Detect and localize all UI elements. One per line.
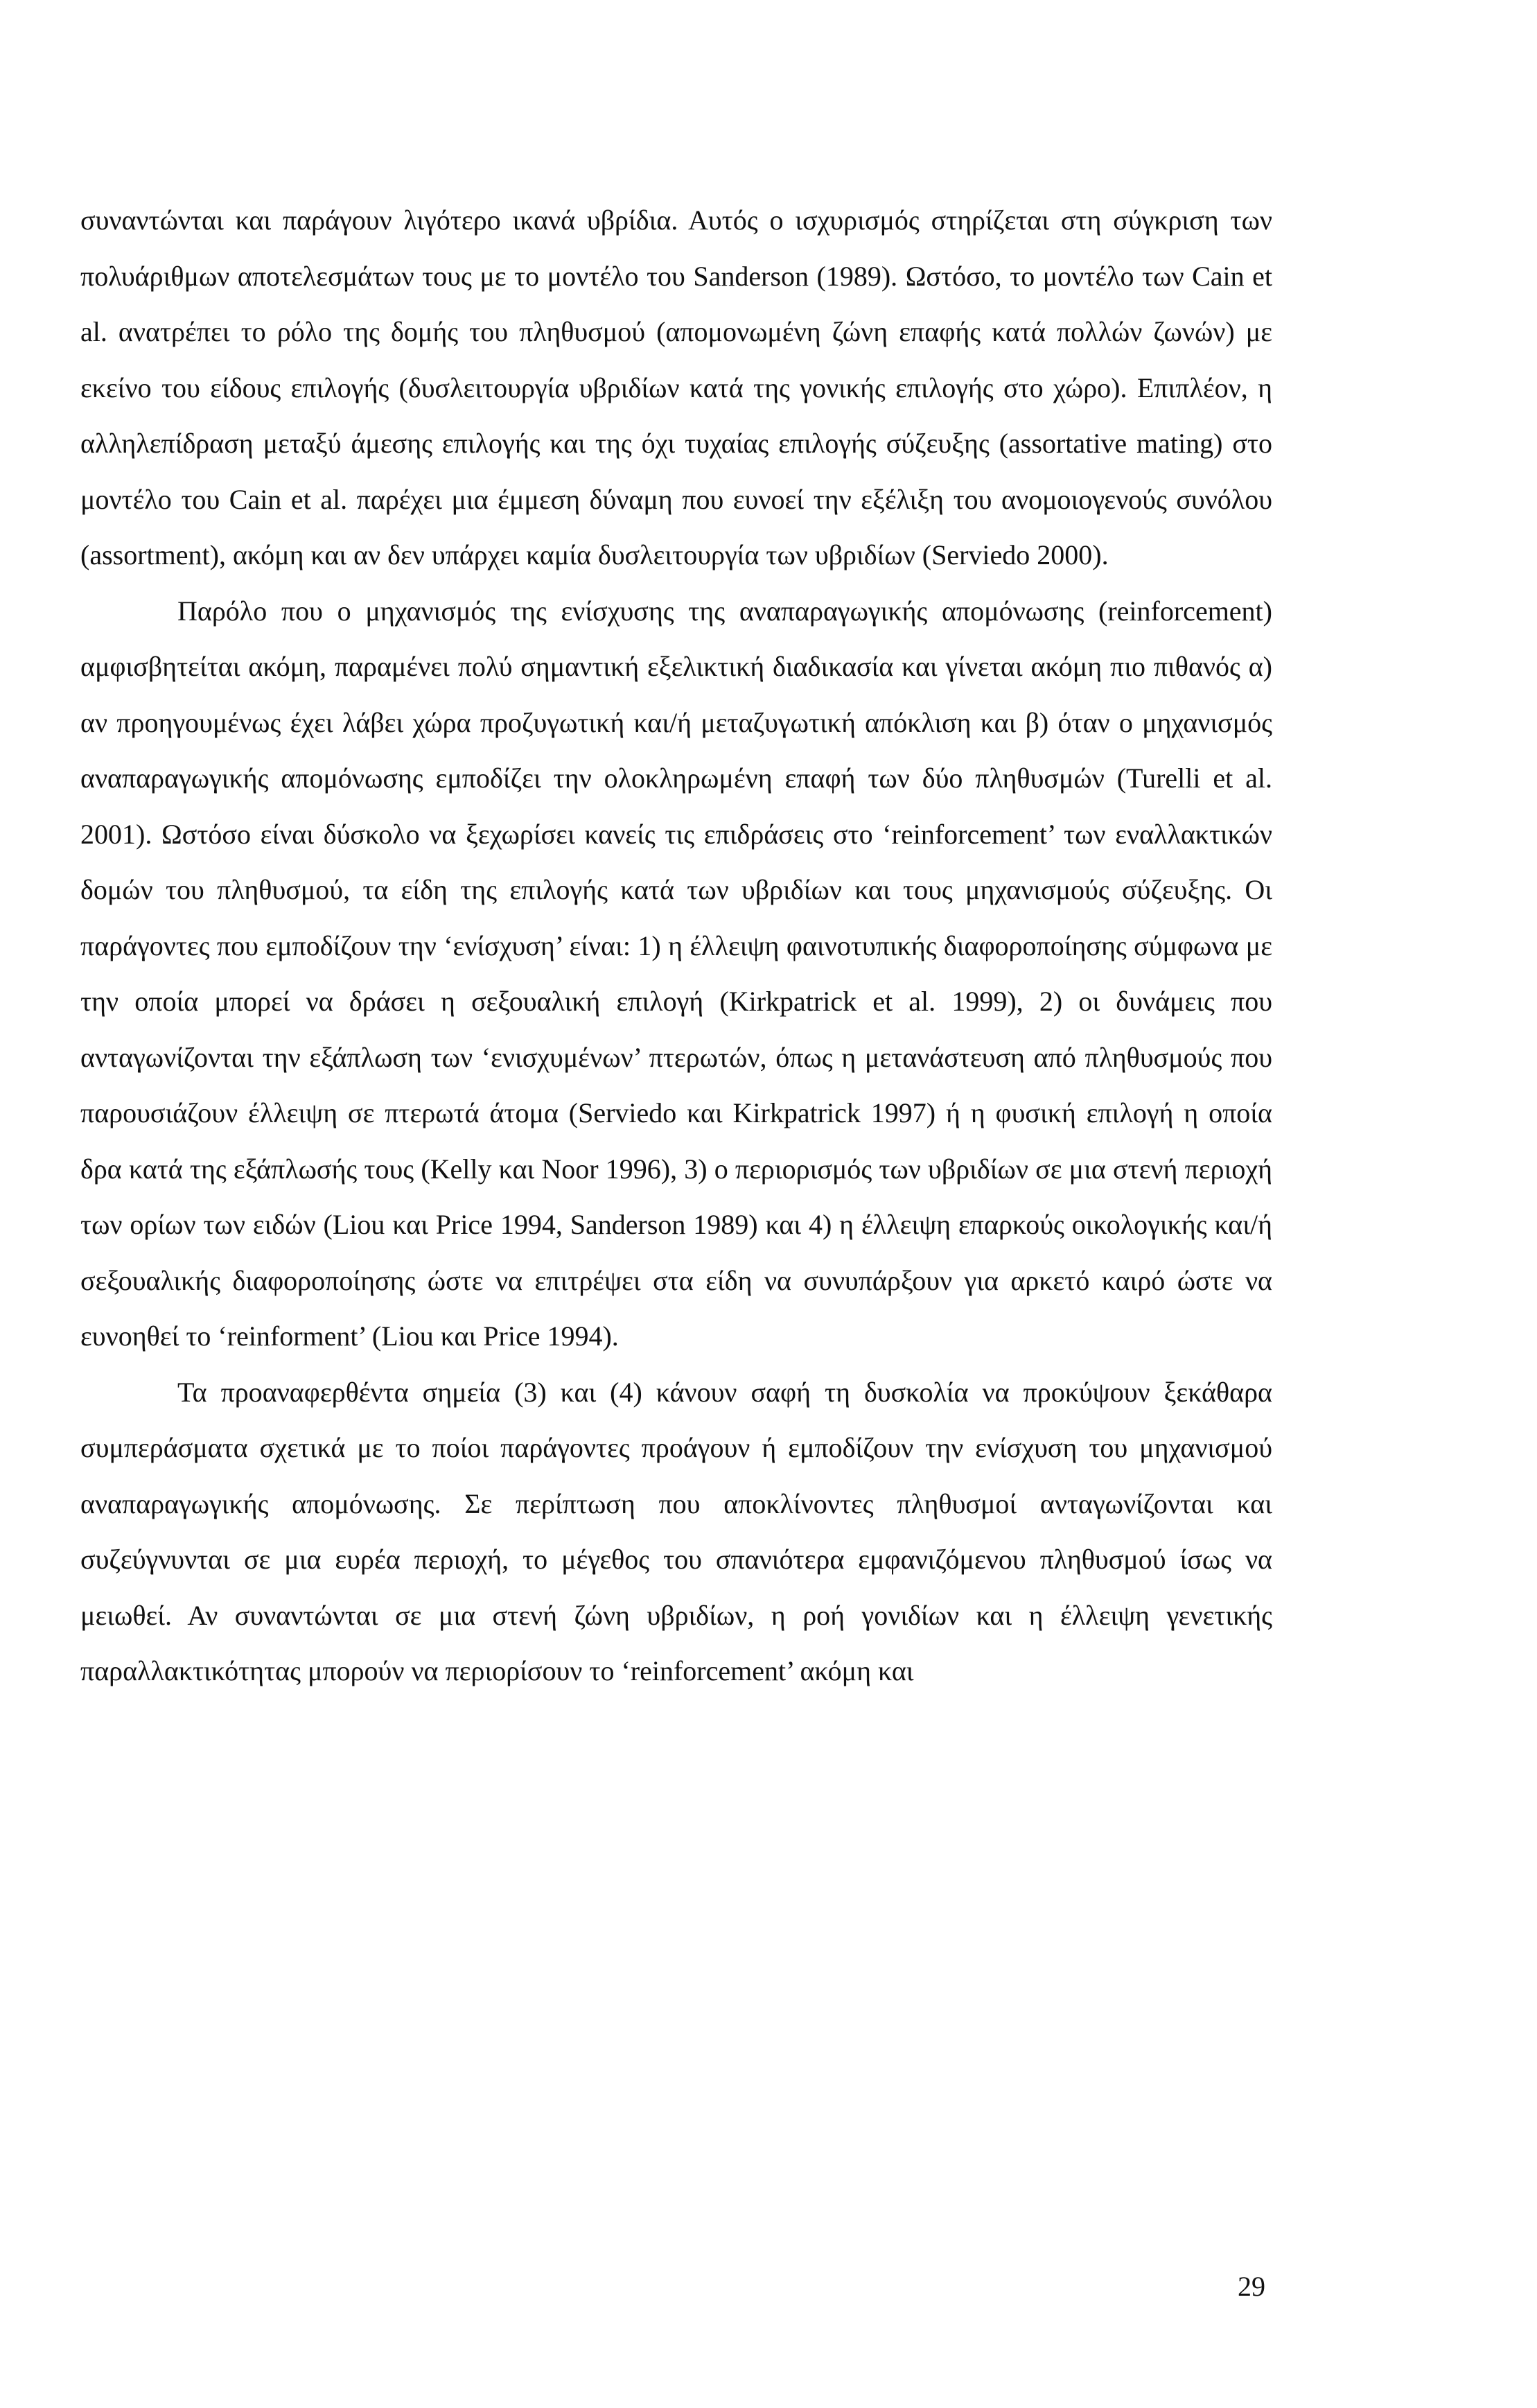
paragraph-1: συναντώνται και παράγουν λιγότερο ικανά υβρίδια. Αυτός ο ισχυρισμός στηρίζεται στη σύγκριση των πολυάριθμων αποτελεσμάτων τους με το μοντέλο του Sanderson (1989). Ωστόσο, το μοντέλο των Cain et al. ανατρέπει το ρόλο της δομής του πληθυσμού (απομονωμένη ζώνη επαφής κατά πολλών ζωνών) με εκείνο του είδους επιλογής (δυσλειτουργία υβριδίων κατά της γονικής επιλογής στο χώρο). Επιπλέον, η αλληλεπίδραση μεταξύ άμεσης επιλογής και της όχι τυχαίας επιλογής σύζευξης (assortative mating) στο μοντέλο του Cain et al. παρέχει μια έμμεση δύναμη που ευνοεί την εξέλιξη του ανομοιογενούς συνόλου (assortment), ακόμη και αν δεν υπάρχει καμία δυσλειτουργία των υβριδίων (Serviedo 2000). (80, 204, 1272, 570)
body-text (80, 193, 1272, 1700)
page-number: 29 (1238, 2271, 1265, 2302)
paragraph-3: Τα προαναφερθέντα σημεία (3) και (4) κάνουν σαφή τη δυσκολία να προκύψουν ξεκάθαρα συμπεράσματα σχετικά με το ποίοι παράγοντες προάγουν ή εμποδίζουν την ενίσχυση του μηχανισμού αναπαραγωγικής απομόνωσης. Σε περίπτωση που αποκλίνοντες πληθυσμοί ανταγωνίζονται και συζεύγνυνται σε μια ευρέα περιοχή, το μέγεθος του σπανιότερα εμφανιζόμενου πληθυσμού ίσως να μειωθεί. Αν συναντώνται σε μια στενή ζώνη υβριδίων, η ροή γονιδίων και η έλλειψη γενετικής παραλλακτικότητας μπορούν να περιορίσουν το ‘reinforcement’ ακόμη και (80, 1376, 1272, 1686)
paragraph-2: Παρόλο που ο μηχανισμός της ενίσχυσης της αναπαραγωγικής απομόνωσης (reinforcement) αμφισβητείται ακόμη, παραμένει πολύ σημαντική εξελικτική διαδικασία και γίνεται ακόμη πιο πιθανός α) αν προηγουμένως έχει λάβει χώρα προζυγωτική και/ή μεταζυγωτική απόκλιση και β) όταν ο μηχανισμός αναπαραγωγικής απομόνωσης εμποδίζει την ολοκληρωμένη επαφή των δύο πληθυσμών (Turelli et al. 2001). Ωστόσο είναι δύσκολο να ξεχωρίσει κανείς τις επιδράσεις στο ‘reinforcement’ των εναλλακτικών δομών του πληθυσμού, τα είδη της επιλογής κατά των υβριδίων και τους μηχανισμούς σύζευξης. Οι παράγοντες που εμποδίζουν την ‘ενίσχυση’ είναι: 1) η έλλειψη φαινοτυπικής διαφοροποίησης σύμφωνα με την οποία μπορεί να δράσει η σεξουαλική επιλογή (Kirkpatrick et al. 1999), 2) οι δυνάμεις που ανταγωνίζονται την εξάπλωση των ‘ενισχυμένων’ πτερωτών, όπως η μετανάστευση από πληθυσμούς που παρουσιάζουν έλλειψη σε πτερωτά άτομα (Serviedo και Kirkpatrick 1997) ή η φυσική επιλογή η οποία δρα κατά της εξάπλωσής τους (Kelly και Noor 1996), 3) ο περιορισμός των υβριδίων σε μια στενή περιοχή των ορίων των ειδών (Liou και Price 1994, Sanderson 1989) και 4) η έλλειψη επαρκούς οικολογικής και/ή σεξουαλικής διαφοροποίησης ώστε να επιτρέψει στα είδη να συνυπάρξουν για αρκετό καιρό ώστε να ευνοηθεί το ‘reinforment’ (Liou και Price 1994). (80, 595, 1273, 1352)
